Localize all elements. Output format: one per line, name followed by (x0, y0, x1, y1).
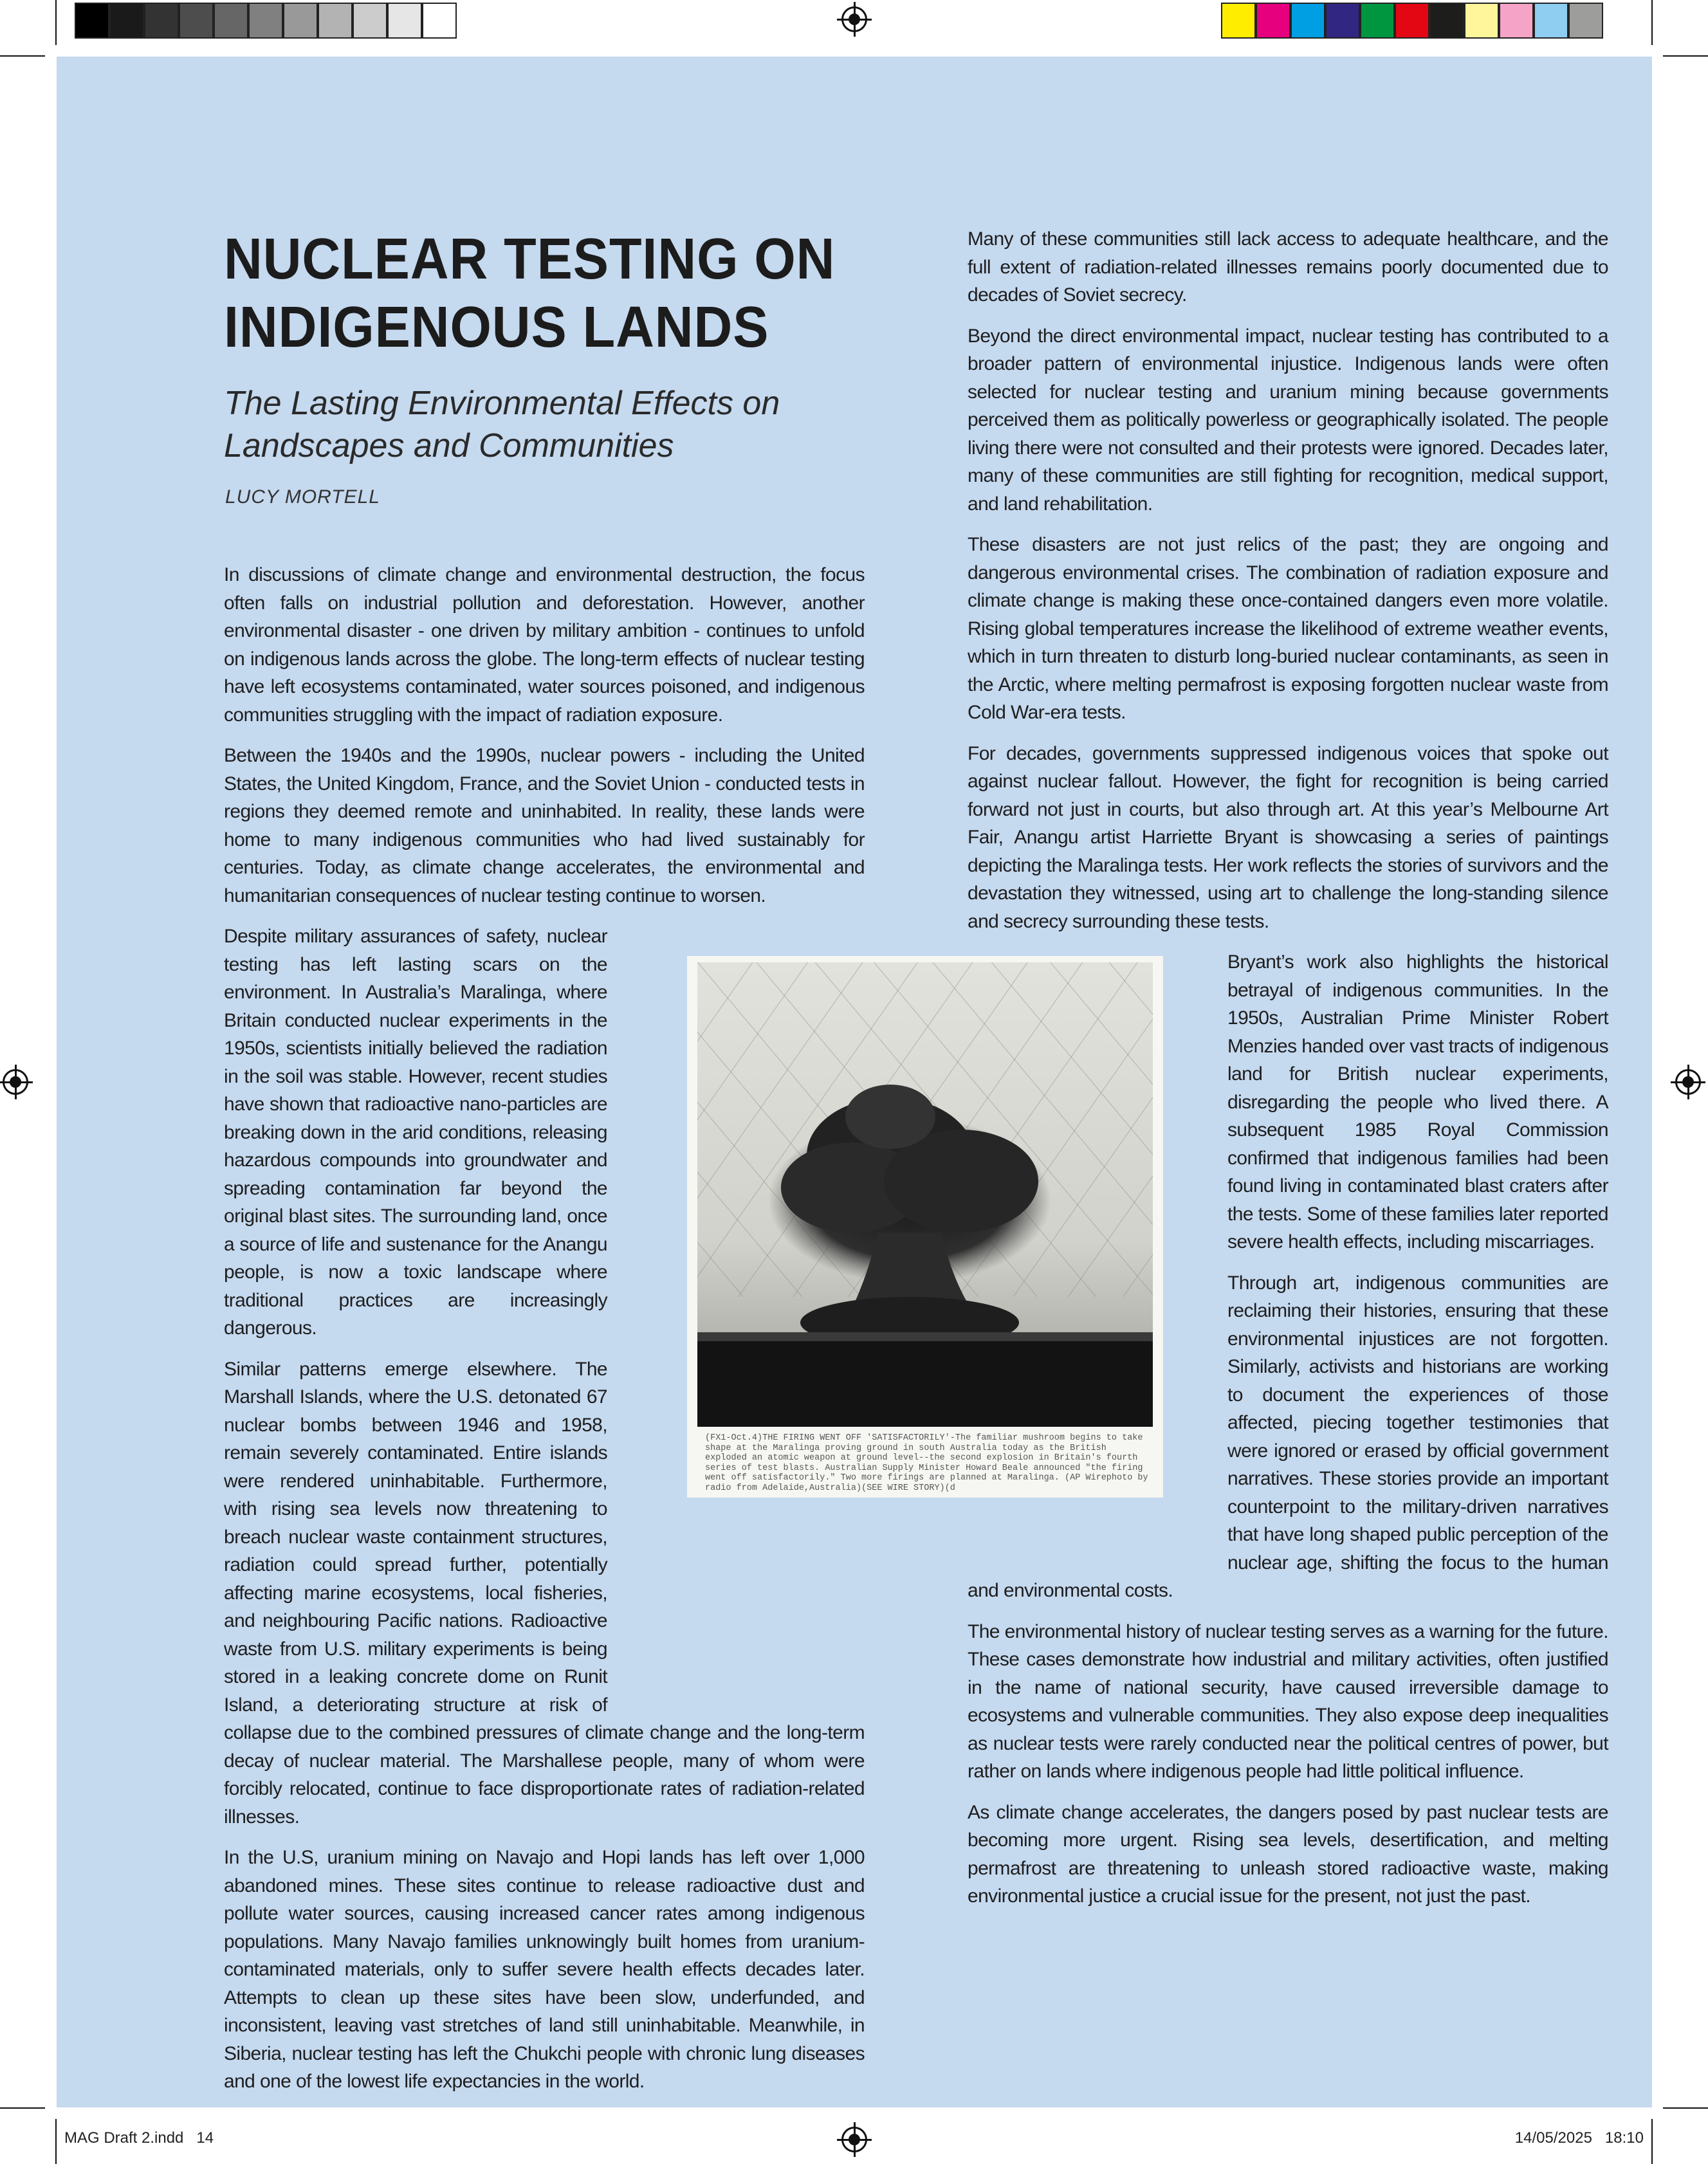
gray-swatch (248, 3, 283, 39)
body-paragraph: Between the 1940s and the 1990s, nuclear powers - including the United States, the United Kingdom, France, and the Soviet Union - conducted tests in regions they deemed remote and uninhabited. In reality, these lands were home to many indigenous communities who had lived sustainably for centuries. Today, as climate change accelerates, the environmental and humanitarian consequences of nuclear testing continue to worsen. (224, 745, 865, 906)
crop-mark (1663, 2107, 1708, 2109)
title-line-1: NUCLEAR TESTING ON (224, 227, 836, 291)
registration-mark-bottom (841, 2127, 867, 2152)
color-swatch (1568, 3, 1603, 39)
body-paragraph: For decades, governments suppressed indigenous voices that spoke out against nuclear fallout. However, the fight for recognition is being carried forward not just in courts, but also through art. At this year’s Melbourne Art Fair, Anangu artist Harriette Bryant is showcasing a series of paintings depicting the Maralinga tests. Her work reflects the stories of survivors and the devastation they witnessed, using art to challenge the long-standing silence and secrecy surrounding these tests. (968, 742, 1608, 932)
color-swatch (1325, 3, 1360, 39)
crop-mark (1663, 55, 1708, 57)
slug-timestamp: 14/05/2025 18:10 (1514, 2129, 1644, 2147)
body-paragraph: Through art, indigenous communities are reclaiming their histories, ensuring that these environmental injustices are not forgotten. Similarly, activists and historians are working to document the experiences of those affected, piecing together testimonies that were ignored or erased by official government narratives. These stories provide an important counterpoint to the military-driven narratives that have long shaped public perception of the nuclear age, shifting the focus to the human and environmental costs. (968, 1272, 1608, 1601)
gray-swatch (318, 3, 353, 39)
body-paragraph: Despite military assurances of safety, nuclear testing has left lasting scars on the environment. In Australia’s Maralinga, where Britain conducted nuclear experiments in the 1950s, scientists initially believed the radiation in the soil was stable. However, recent studies have shown that radioactive nano-particles are breaking down in the arid conditions, releasing hazardous compounds into groundwater and spreading contamination far beyond the original blast sites. The surrounding land, once a source of life and sustenance for the Anangu people, is now a toxic landscape where traditional practices are increasingly dangerous. (224, 926, 607, 1339)
color-swatch (1429, 3, 1464, 39)
gray-swatch (283, 3, 318, 39)
body-paragraph: Beyond the direct environmental impact, nuclear testing has contributed to a broader pattern of environmental injustice. Indigenous lands were often selected for nuclear testing and uranium mining because governments perceived them as politically powerless or geographically isolated. The people living there were not consulted and their protests were ignored. Decades later, many of these communities are still fighting for recognition, medical support, and land rehabilitation. (968, 325, 1608, 515)
color-swatch (1395, 3, 1429, 39)
body-paragraph: In the U.S, uranium mining on Navajo and Hopi lands has left over 1,000 abandoned mines. These sites continue to release radioactive dust and pollute water sources, causing increased cancer rates among indigenous populations. Many Navajo families unknowingly built homes from uranium-contaminated materials, only to suffer severe health effects decades later. Attempts to clean up these sites have been slow, underfunded, and inconsistent, leaving vast stretches of land still uninhabitable. Meanwhile, in Siberia, nuclear testing has left the Chukchi people with chronic lung diseases and one of the lowest life expectancies in the world. (224, 1847, 865, 2092)
registration-mark-top (841, 6, 867, 32)
crop-mark (1651, 2119, 1653, 2164)
gray-swatch (422, 3, 457, 39)
gray-swatch (109, 3, 144, 39)
registration-mark-left (3, 1069, 28, 1095)
title-line-2: INDIGENOUS LANDS (224, 295, 769, 360)
process-color-bar (1221, 3, 1603, 39)
gray-swatch (387, 3, 422, 39)
body-paragraph: These disasters are not just relics of the past; they are ongoing and dangerous environmental crises. The combination of radiation exposure and climate change is making these once-contained dangers even more volatile. Rising global temperatures increase the likelihood of extreme weather events, which in turn threaten to disturb long-buried nuclear contaminants, as seen in the Arctic, where melting permafrost is exposing forgotten nuclear waste from Cold War-era tests. (968, 534, 1608, 723)
mushroom-cloud-image (697, 962, 1153, 1427)
color-swatch (1256, 3, 1290, 39)
slug-file-label: MAG Draft 2.indd 14 (64, 2129, 214, 2147)
color-swatch (1464, 3, 1499, 39)
photo-caption: (FX1-Oct.4)THE FIRING WENT OFF 'SATISFACTORILY'-The familiar mushroom begins to take shape at the Maralinga proving ground in south Australia today as the British exploded an atomic weapon at ground level--the second explosion in Britain's fourth series of test blasts. Australian Supply Minister Howard Beale announced "the firing went off satisfactorily." Two more firings are planned at Maralinga. (AP Wirephoto by radio from Adelaide,Australia)(SEE WIRE STORY)(d (705, 1433, 1153, 1493)
color-swatch (1290, 3, 1325, 39)
color-swatch (1499, 3, 1534, 39)
article-title (224, 225, 835, 362)
gray-swatch (75, 3, 109, 39)
crop-mark (55, 0, 57, 45)
color-swatch (1221, 3, 1256, 39)
body-paragraph: Similar patterns emerge elsewhere. The Marshall Islands, where the U.S. detonated 67 nuclear bombs between 1946 and 1958, remain severely contaminated. Entire islands were rendered uninhabitable. Furthermore, with rising sea levels now threatening to breach nuclear waste containment structures, radiation could spread further, potentially affecting marine ecosystems, local fisheries, and neighbouring Pacific nations. Radioactive waste from U.S. military experiments is being stored in a leaking concrete dome on Runit Island, a deteriorating structure at risk of collapse due to the combined pressures of climate change and the long-term decay of nuclear material. The Marshallese people, many of whom were forcibly relocated, continue to face disproportionate rates of radiation-related illnesses. (224, 1358, 865, 1828)
body-paragraph: The environmental history of nuclear testing serves as a warning for the future. These cases demonstrate how industrial and military activities, often justified in the name of national security, have caused irreversible damage to ecosystems and vulnerable communities. They also expose deep inequalities as nuclear tests were rarely conducted near the political centres of power, but rather on lands where indigenous people had little political influence. (968, 1620, 1608, 1782)
gray-swatch (179, 3, 214, 39)
body-paragraph: In discussions of climate change and environmental destruction, the focus often falls on industrial pollution and deforestation. However, another environmental disaster - one driven by military ambition - continues to unfold on indigenous lands across the globe. The long-term effects of nuclear testing have left ecosystems contaminated, water sources poisoned, and indigenous communities struggling with the impact of radiation exposure. (224, 564, 865, 726)
body-paragraph: As climate change accelerates, the dangers posed by past nuclear tests are becoming more urgent. Rising sea levels, desertification, and melting permafrost are threatening to unleash stored radioactive waste, making environmental justice a crucial issue for the present, not just the past. (968, 1801, 1608, 1907)
crop-mark (55, 2119, 57, 2164)
crop-mark (1651, 0, 1653, 45)
gray-swatch (353, 3, 387, 39)
crop-mark (0, 2107, 45, 2109)
article-subtitle: The Lasting Environmental Effects on Landscapes and Communities (224, 385, 780, 464)
article-byline: LUCY MORTELL (225, 486, 380, 508)
gray-swatch (214, 3, 248, 39)
registration-mark-right (1675, 1069, 1701, 1095)
body-paragraph: Many of these communities still lack access to adequate healthcare, and the full extent of radiation-related illnesses remains poorly documented due to decades of Soviet secrecy. (968, 228, 1608, 306)
crop-mark (0, 55, 45, 57)
mushroom-cloud-photo (687, 956, 1163, 1498)
color-swatch (1360, 3, 1395, 39)
magazine-page (57, 57, 1652, 2107)
gray-swatch (144, 3, 179, 39)
body-paragraph: Bryant’s work also highlights the historical betrayal of indigenous communities. In the 1950s, Australian Prime Minister Robert Menzies handed over vast tracts of indigenous land for British nuclear experiments, disregarding the people who lived there. A subsequent 1985 Royal Commission confirmed that indigenous families had been found living in contaminated blast craters after the tests. Some of these families later reported severe health effects, including miscarriages. (1227, 951, 1608, 1252)
color-swatch (1534, 3, 1568, 39)
grayscale-color-bar (75, 3, 457, 39)
